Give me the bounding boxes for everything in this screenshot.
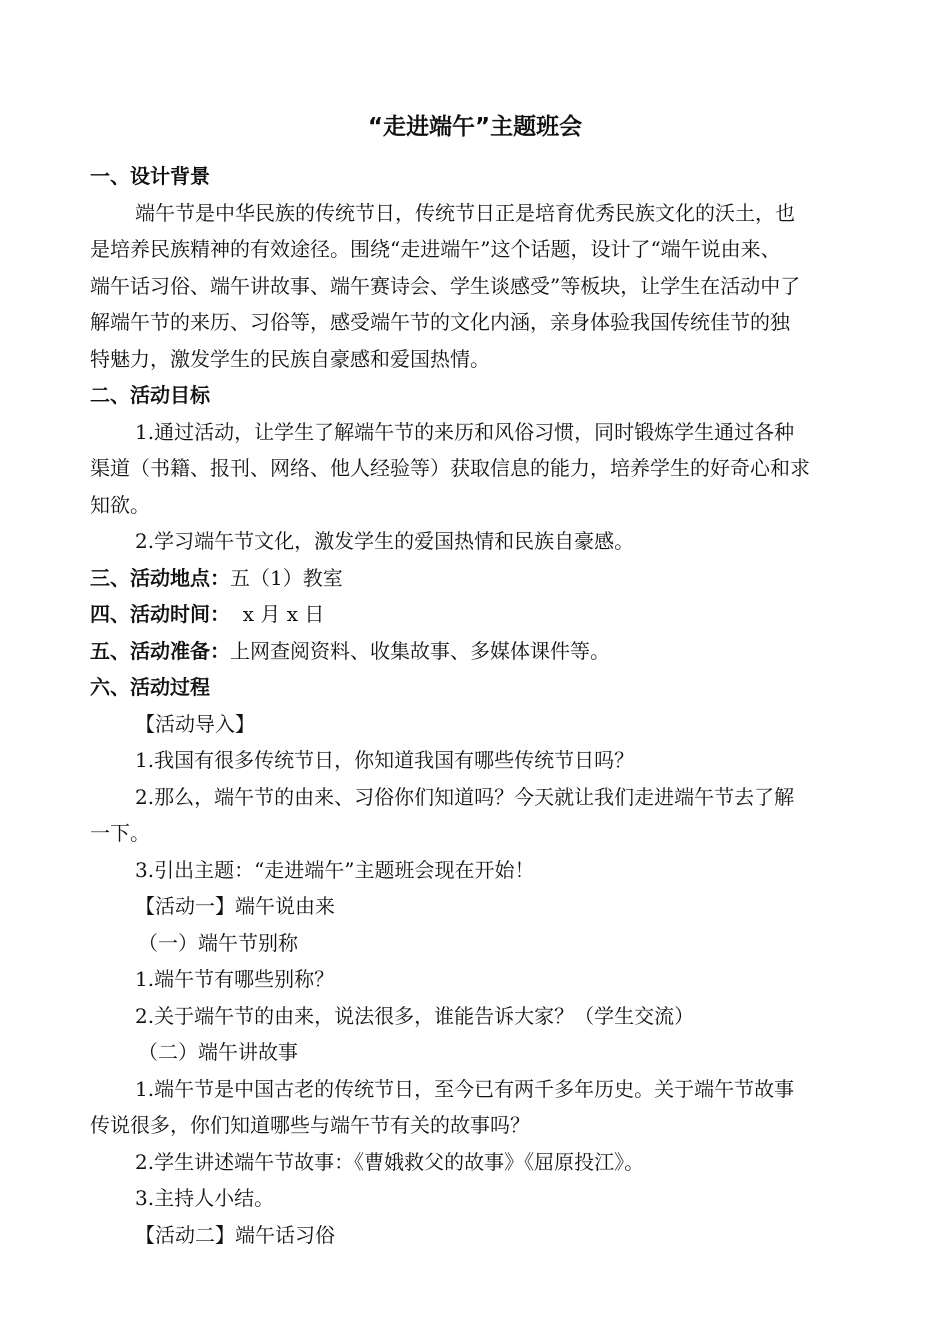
- paragraph-line: 3.引出主题：“走进端午”主题班会现在开始！: [135, 857, 535, 882]
- activity-prep-value: 上网查阅资料、收集故事、多媒体课件等。: [230, 638, 610, 663]
- subheading-stories: （二）端午讲故事: [138, 1040, 298, 1064]
- paragraph-line: 一下。: [90, 821, 150, 845]
- paragraph-line: 2.那么，端午节的由来、习俗你们知道吗？今天就让我们走进端午节去了解: [135, 784, 795, 809]
- heading-activity-goals: 二、活动目标: [90, 383, 210, 407]
- paragraph-line: 端午节是中华民族的传统节日，传统节日正是培育优秀民族文化的沃土，也: [135, 200, 795, 225]
- paragraph-line: 3.主持人小结。: [135, 1186, 275, 1210]
- subheading-nicknames: （一）端午节别称: [138, 930, 298, 955]
- subheading-activity-one: 【活动一】端午说由来: [135, 894, 335, 918]
- activity-location-row: [90, 560, 870, 597]
- paragraph-line: 是培养民族精神的有效途径。围绕“走进端午”这个话题，设计了“端午说由来、: [90, 237, 781, 261]
- heading-activity-prep: 五、活动准备：: [90, 638, 230, 663]
- paragraph-line: 2.关于端午节的由来，说法很多，谁能告诉大家？（学生交流）: [135, 1003, 695, 1028]
- paragraph-line: 解端午节的来历、习俗等，感受端午节的文化内涵，亲身体验我国传统佳节的独: [90, 310, 790, 334]
- activity-location-value: 五（1）教室: [230, 565, 343, 590]
- paragraph-line: 特魅力，激发学生的民族自豪感和爱国热情。: [90, 346, 490, 371]
- paragraph-line: 1.通过活动，让学生了解端午节的来历和风俗习惯，同时锻炼学生通过各种: [135, 419, 795, 444]
- document-body: [90, 158, 870, 1253]
- subheading-activity-intro: 【活动导入】: [135, 711, 255, 736]
- paragraph-line: 1.我国有很多传统节日，你知道我国有哪些传统节日吗？: [135, 748, 635, 772]
- heading-design-background: 一、设计背景: [90, 164, 210, 188]
- heading-activity-process: 六、活动过程: [90, 675, 210, 699]
- paragraph-line: 2.学生讲述端午节故事：《曹娥救父的故事》《屈原投江》。: [135, 1149, 645, 1174]
- paragraph-line: 端午话习俗、端午讲故事、端午赛诗会、学生谈感受”等板块，让学生在活动中了: [90, 273, 801, 298]
- document-title: “走进端午”主题班会: [367, 114, 583, 140]
- paragraph-line: 1.端午节是中国古老的传统节日，至今已有两千多年历史。关于端午节故事: [135, 1076, 795, 1101]
- paragraph-line: 传说很多，你们知道哪些与端午节有关的故事吗？: [90, 1113, 530, 1137]
- activity-time-row: [90, 596, 870, 633]
- paragraph-line: 2.学习端午节文化，激发学生的爱国热情和民族自豪感。: [135, 529, 635, 553]
- paragraph-line: 1.端午节有哪些别称？: [135, 967, 335, 991]
- activity-time-value: x 月 x 日: [230, 602, 325, 626]
- heading-activity-time: 四、活动时间：: [90, 602, 230, 626]
- activity-prep-row: [90, 633, 870, 670]
- heading-activity-location: 三、活动地点：: [90, 565, 230, 590]
- subheading-activity-two: 【活动二】端午话习俗: [135, 1222, 335, 1247]
- paragraph-line: 渠道（书籍、报刊、网络、他人经验等）获取信息的能力，培养学生的好奇心和求: [90, 456, 810, 480]
- paragraph-line: 知欲。: [90, 492, 150, 517]
